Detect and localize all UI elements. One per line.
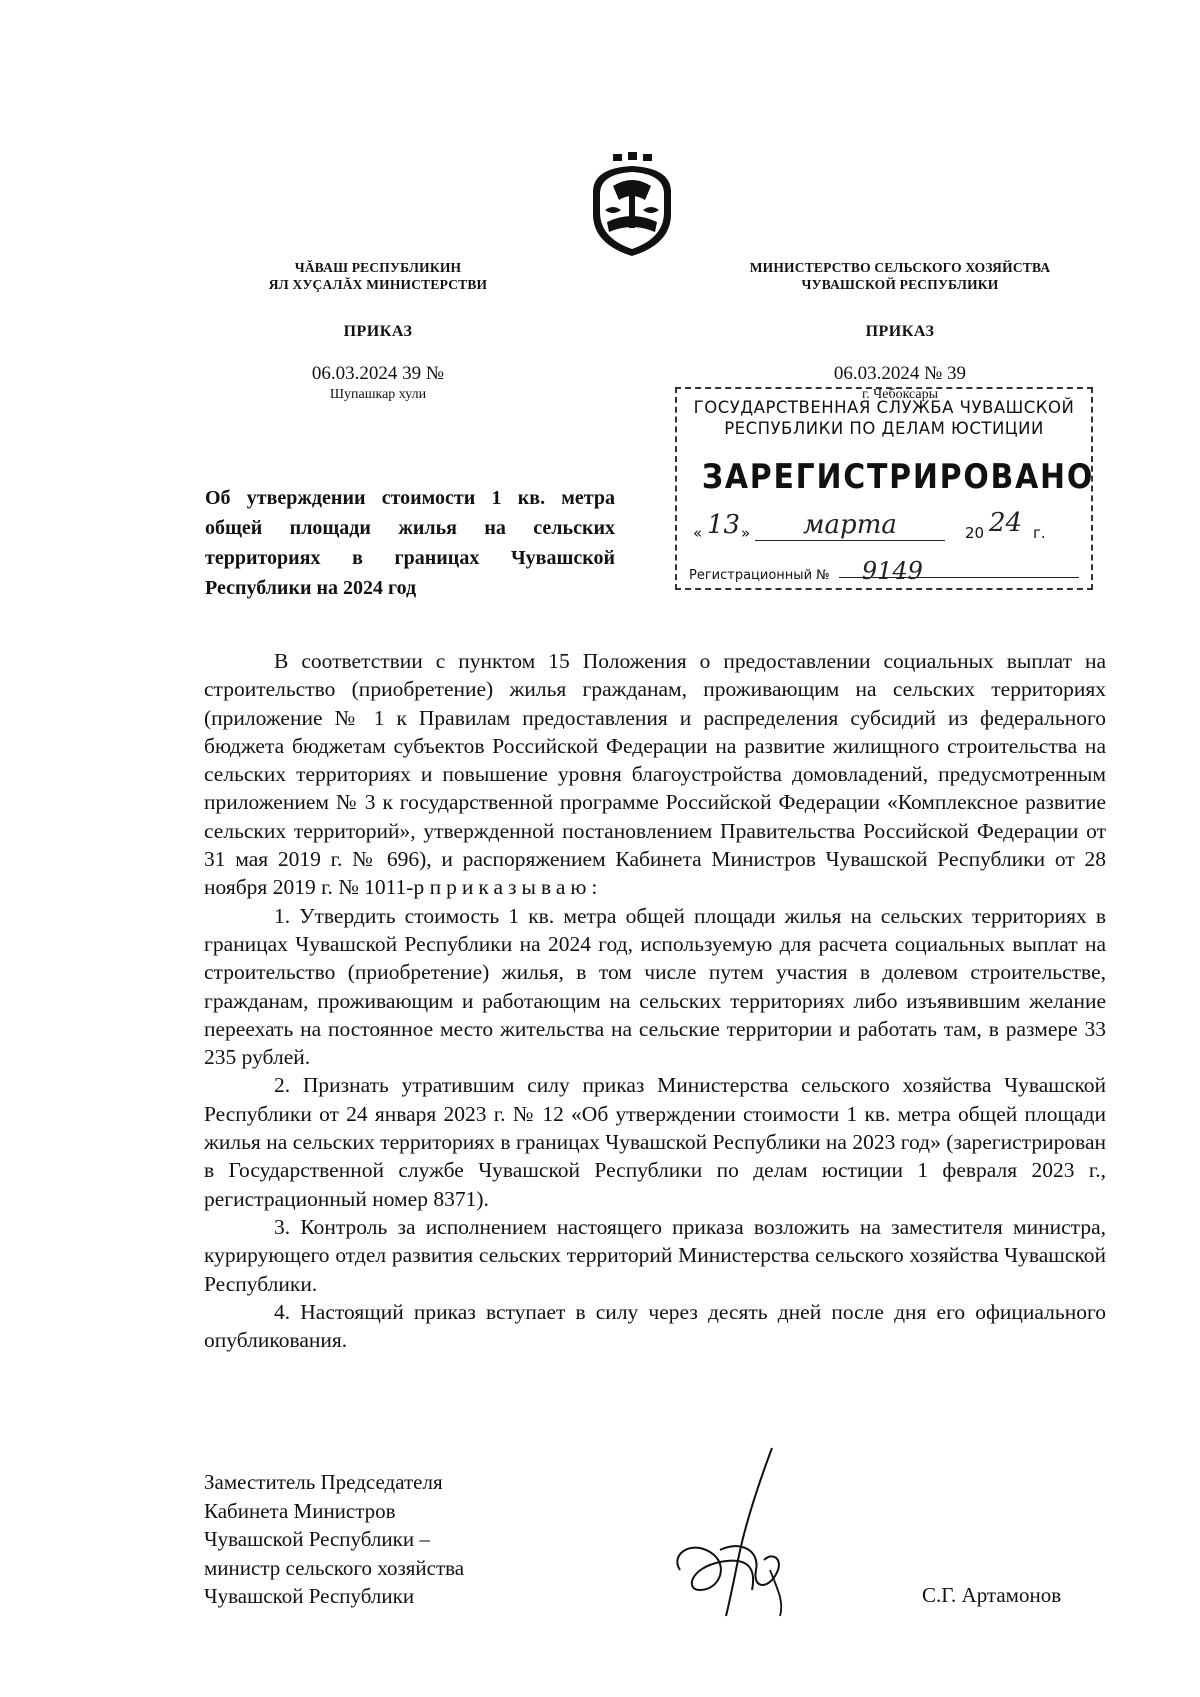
stamp-date-row bbox=[693, 508, 1081, 544]
signatory-role-line1: Заместитель Председателя bbox=[204, 1470, 443, 1494]
stamp-reg-number: 9149 bbox=[861, 557, 923, 585]
stamp-reg-label: Регистрационный № bbox=[689, 568, 830, 583]
stamp-day: 13 bbox=[707, 510, 741, 540]
signatory-role-line4: министр сельского хозяйства bbox=[204, 1555, 465, 1580]
header-right bbox=[690, 259, 1110, 403]
org-name-russian-line2: ЧУВАШСКОЙ РЕСПУБЛИКИ bbox=[801, 277, 999, 292]
stamp-year-unit: г. bbox=[1033, 524, 1046, 542]
stamp-org-line2: РЕСПУБЛИКИ ПО ДЕЛАМ ЮСТИЦИИ bbox=[724, 419, 1044, 438]
org-name-russian-line1: МИНИСТЕРСТВО СЕЛЬСКОГО ХОЗЯЙСТВА bbox=[749, 260, 1051, 275]
doc-type-russian: ПРИКАЗ bbox=[865, 323, 935, 340]
stamp-org bbox=[677, 397, 1091, 439]
org-name-chuvash-line1: ЧĂВАШ РЕСПУБЛИКИН bbox=[294, 260, 462, 275]
signatory-role-line5: Чувашской Республики bbox=[204, 1584, 415, 1608]
stamp-org-line1: ГОСУДАРСТВЕННАЯ СЛУЖБА ЧУВАШСКОЙ bbox=[693, 398, 1075, 417]
stamp-quote-close: » bbox=[741, 524, 751, 542]
coat-of-arms-emblem bbox=[583, 152, 681, 258]
stamp-reg-line bbox=[839, 577, 1079, 578]
document-title: Об утверждении стоимости 1 кв. метра общей площади жилья на сельских территориях в границах Чувашской Республики на 2024 год bbox=[205, 487, 615, 599]
handwritten-signature bbox=[660, 1440, 860, 1620]
body-preamble bbox=[204, 647, 1106, 902]
signatory-role-line3: Чувашской Республики – bbox=[204, 1527, 430, 1551]
signatory-role-line2: Кабинета Министров bbox=[204, 1498, 396, 1523]
doc-type-chuvash: ПРИКАЗ bbox=[343, 323, 413, 340]
date-number-russian: 06.03.2024 № 39 bbox=[833, 363, 967, 384]
stamp-month: марта bbox=[803, 510, 897, 540]
preamble-text: В соответствии с пунктом 15 Положения о предоставлении социальных выплат на строительство (приобретение) жилья гражданам, проживающим на сельских территориях (приложение № 1 к Правилам предоставления и распределения субсидий из федерального бюджета бюджетам субъектов Российской Федерации на развитие жилищного строительства на сельских территориях и повышение уровня благоустройства домовладений, предусмотренным приложением № 3 к государственной программе Российской Федерации «Комплексное развитие сельских территорий», утвержденной постановлением Правительства Российской Федерации от 31 мая 2019 г. № 696), и распоряжением Кабинета Министров Чувашской Республики от 28 ноября 2019 г. № 1011-р bbox=[204, 649, 1106, 900]
date-number-chuvash: 06.03.2024 39 № bbox=[311, 363, 445, 384]
signatory-name: С.Г. Артамонов bbox=[922, 1583, 1062, 1607]
stamp-reg-row bbox=[689, 557, 923, 585]
org-name-chuvash-line2: ЯЛ ХУÇАЛĂХ МИНИСТЕРСТВИ bbox=[268, 277, 488, 292]
registration-stamp bbox=[675, 387, 1093, 590]
signatory-role bbox=[204, 1468, 464, 1611]
place-russian: г. Чебоксары bbox=[861, 387, 939, 402]
body-item-1: 1. Утвердить стоимость 1 кв. метра общей площади жилья на сельских территориях в границах Чувашской Республики на 2024 год, используемую для расчета социальных выплат на строительство (приобретение) жилья, в том числе путем участия в долевом строительстве, гражданам, проживающим и работающим на сельских территориях либо изъявившим желание переехать на постоянное место жительства на сельские территории и работать там, в размере 33 235 рублей. bbox=[204, 903, 1106, 1070]
stamp-registered-label: ЗАРЕГИСТРИРОВАНО bbox=[701, 457, 1095, 497]
document-body bbox=[204, 647, 1106, 1354]
stamp-year-suffix: 24 bbox=[989, 508, 1023, 538]
body-item-3: 3. Контроль за исполнением настоящего приказа возложить на заместителя министра, курирующего отдел развития сельских территорий Министерства сельского хозяйства Чувашской Республики. bbox=[204, 1214, 1106, 1296]
body-item-2: 2. Признать утратившим силу приказ Министерства сельского хозяйства Чувашской Республики от 24 января 2023 г. № 12 «Об утверждении стоимости 1 кв. метра общей площади жилья на сельских территориях в границах Чувашской Республики на 2023 год» (зарегистрирован в Государственной службе Чувашской Республики по делам юстиции 1 февраля 2023 г., регистрационный номер 8371). bbox=[204, 1073, 1106, 1211]
body-item-4: 4. Настоящий приказ вступает в силу через десять дней после дня его официального опубликования. bbox=[204, 1299, 1106, 1353]
header-left bbox=[198, 259, 558, 403]
stamp-quote-open: « bbox=[693, 524, 703, 542]
stamp-year-prefix: 20 bbox=[965, 524, 985, 542]
stamp-month-line bbox=[755, 540, 945, 541]
place-chuvash: Шупашкар хули bbox=[329, 387, 427, 402]
order-word: приказываю: bbox=[429, 875, 603, 900]
